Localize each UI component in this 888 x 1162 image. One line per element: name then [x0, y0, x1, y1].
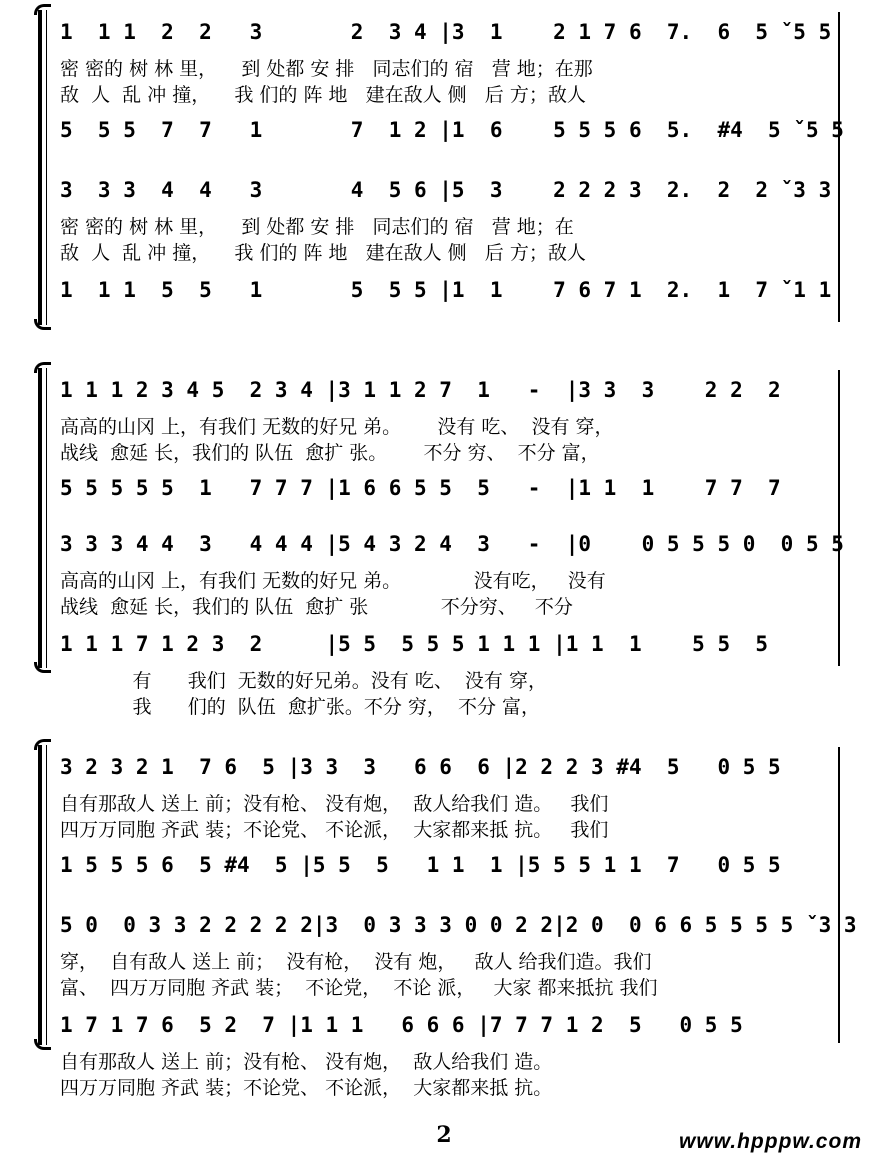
lyric-line: 高高的山冈 上，有我们 无数的好兄 弟。 没有吃， 没有: [60, 570, 606, 592]
system-start-line: [46, 10, 47, 325]
staff-notes: 1 7 1 7 6 5 2 7 |1 1 1 6 6 6 |7 7 7 1 2 5 0 5 5: [60, 1013, 743, 1037]
watermark: www.hpppw.com: [679, 1130, 862, 1153]
staff-notes: 1 1 1 7 1 2 3 2 |5 5 5 5 5 1 1 1 |1 1 1 5 5 5: [60, 632, 769, 656]
staff-notes: 1 1 1 2 3 4 5 2 3 4 |3 1 1 2 7 1 - |3 3 3 2 2 2: [60, 378, 781, 402]
lyric-line: 敌 人 乱 冲 撞， 我 们的 阵 地 建在敌人 侧 后 方；敌人: [60, 84, 586, 106]
lyric-line: 战线 愈延 长，我们的 队伍 愈扩 张。 不分 穷、 不分 富，: [60, 442, 600, 464]
staff-notes: 5 5 5 5 5 1 7 7 7 |1 6 6 5 5 5 - |1 1 1 7 7 7: [60, 476, 781, 500]
staff-notes: 3 3 3 4 4 3 4 5 6 |5 3 2 2 2 3 2. 2 2 ˇ3 3: [60, 178, 832, 202]
lyric-line: 自有那敌人 送上 前；没有枪、 没有炮， 敌人给我们 造。: [60, 1051, 553, 1073]
lyric-line: 密 密的 树 林 里， 到 处都 安 排 同志们的 宿 营 地；在: [60, 216, 574, 238]
score-system: [0, 735, 888, 1099]
lyric-line: 四万万同胞 齐武 装；不论党、 不论派， 大家都来抵 抗。 我们: [60, 819, 609, 841]
lyric-line: 有 我们 无数的好兄弟。没有 吃、 没有 穿，: [60, 670, 547, 692]
staff-notes: 3 3 3 4 4 3 4 4 4 |5 4 3 2 4 3 - |0 0 5 5 5 0 0 5 5: [60, 532, 844, 556]
lyric-line: 敌 人 乱 冲 撞， 我 们的 阵 地 建在敌人 侧 后 方；敌人: [60, 242, 586, 264]
score-system: [0, 358, 888, 718]
lyric-line: 自有那敌人 送上 前；没有枪、 没有炮， 敌人给我们 造。 我们: [60, 793, 609, 815]
system-bracket-bar: [38, 368, 42, 668]
system-bracket-bottom: [34, 319, 51, 330]
lyric-line: 高高的山冈 上，有我们 无数的好兄 弟。 没有 吃、 没有 穿，: [60, 416, 614, 438]
system-start-line: [46, 368, 47, 668]
lyric-line: 战线 愈延 长，我们的 队伍 愈扩 张 不分穷、 不分: [60, 596, 573, 618]
system-bracket-bar: [38, 745, 42, 1045]
page-number: 2: [436, 1122, 452, 1148]
staff-notes: 5 5 5 7 7 1 7 1 2 |1 6 5 5 5 6 5. #4 5 ˇ5 5: [60, 118, 844, 142]
system-start-line: [46, 745, 47, 1045]
staff-notes: 1 1 1 2 2 3 2 3 4 |3 1 2 1 7 6 7. 6 5 ˇ5 5: [60, 20, 832, 44]
lyric-line: 密 密的 树 林 里， 到 处都 安 排 同志们的 宿 营 地；在那: [60, 58, 593, 80]
system-bracket-top: [34, 4, 51, 15]
staff-notes: 1 1 1 5 5 1 5 5 5 |1 1 7 6 7 1 2. 1 7 ˇ1 1: [60, 278, 832, 302]
lyric-line: 四万万同胞 齐武 装；不论党、 不论派， 大家都来抵 抗。: [60, 1077, 553, 1099]
staff-notes: 5 0 0 3 3 2 2 2 2 2|3 0 3 3 3 0 0 2 2|2 0 0 6 6 5 5 5 5 ˇ3 3: [60, 913, 857, 937]
system-bracket-top: [34, 362, 51, 373]
system-bracket-bottom: [34, 662, 51, 673]
lyric-line: 富、 四万万同胞 齐武 装； 不论党， 不论 派， 大家 都来抵抗 我们: [60, 977, 658, 999]
staff-notes: 1 5 5 5 6 5 #4 5 |5 5 5 1 1 1 |5 5 5 1 1 7 0 5 5: [60, 853, 781, 877]
system-bracket-bar: [38, 10, 42, 325]
system-bracket-top: [34, 739, 51, 750]
system-bracket-bottom: [34, 1039, 51, 1050]
lyric-line: 我 们的 队伍 愈扩张。不分 穷， 不分 富，: [60, 696, 541, 718]
lyric-line: 穿， 自有敌人 送上 前； 没有枪， 没有 炮， 敌人 给我们造。我们: [60, 951, 652, 973]
score-system: [0, 0, 888, 340]
staff-notes: 3 2 3 2 1 7 6 5 |3 3 3 6 6 6 |2 2 2 3 #4 5 0 5 5: [60, 755, 781, 779]
